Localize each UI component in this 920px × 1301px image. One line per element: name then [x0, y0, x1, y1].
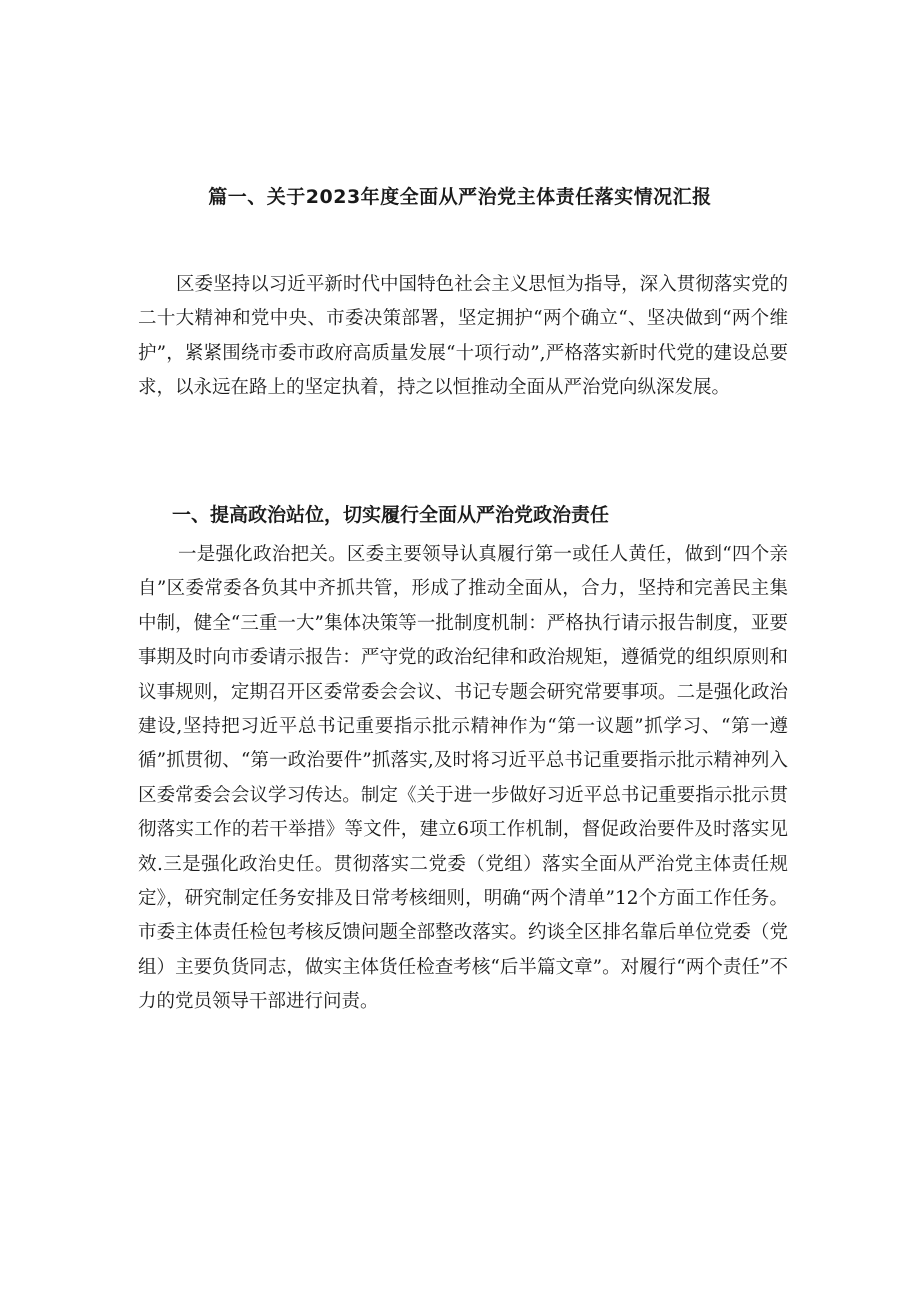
section-heading: 一、提高政治站位，切实履行全面从严治党政治责任: [172, 504, 610, 526]
section-paragraph: 一是强化政治把关。区委主要领导认真履行第一或任人黄任，做到“四个亲自”区委常委各负其中齐抓共管，形成了推动全面从，合力，坚持和完善民主集中制，健全“三重一大”集体决策等一批制度机制：严格执行请示报告制度，亚要事期及时向市委请示报告：严守党的政治纪律和政治规矩，遵循党的组织原则和议事规则，定期召开区委常委会会议、书记专题会研究常要事项。二是强化政治建设,坚持把习近平总书记重要指示批示精神作为“第一议题”抓学习、“第一遵循”抓贯彻、“第一政治要件”抓落实,及时将习近平总书记重要指示批示精神列入区委常委会会议学习传达。制定《关于进一步做好习近平总书记重要指示批示贯彻落实工作的若干举措》等文件，建立6项工作机制，督促政治要件及时落实见效.三是强化政治史任。贯彻落实二党委（党组）落实全面从严治党主体责任规定》，研究制定任务安排及日常考核细则，明确“两个清单”12个方面工作任务。市委主体责任检包考核反馈问题全部整改落实。约谈全区排名靠后单位党委（党组）主要负货同志，做实主体货任检查考核“后半篇文章”。对履行“两个责任”不力的党员领导干部进行问责。: [138, 544, 788, 1013]
intro-paragraph: 区委坚持以习近平新时代中国特色社会主义思恒为指导，深入贯彻落实党的二十大精神和党中央、市委决策部署，坚定拥护“两个确立“、坚决做到“两个维护”，紧紧围绕市委市政府高质量发展“十项行动”,严格落实新时代党的建设总要求，以永远在路上的坚定执着，持之以恒推动全面从严治党向纵深发展。: [138, 274, 788, 399]
document-title: 篇一、关于2023年度全面从严治党主体责任落实情况汇报: [208, 186, 712, 208]
